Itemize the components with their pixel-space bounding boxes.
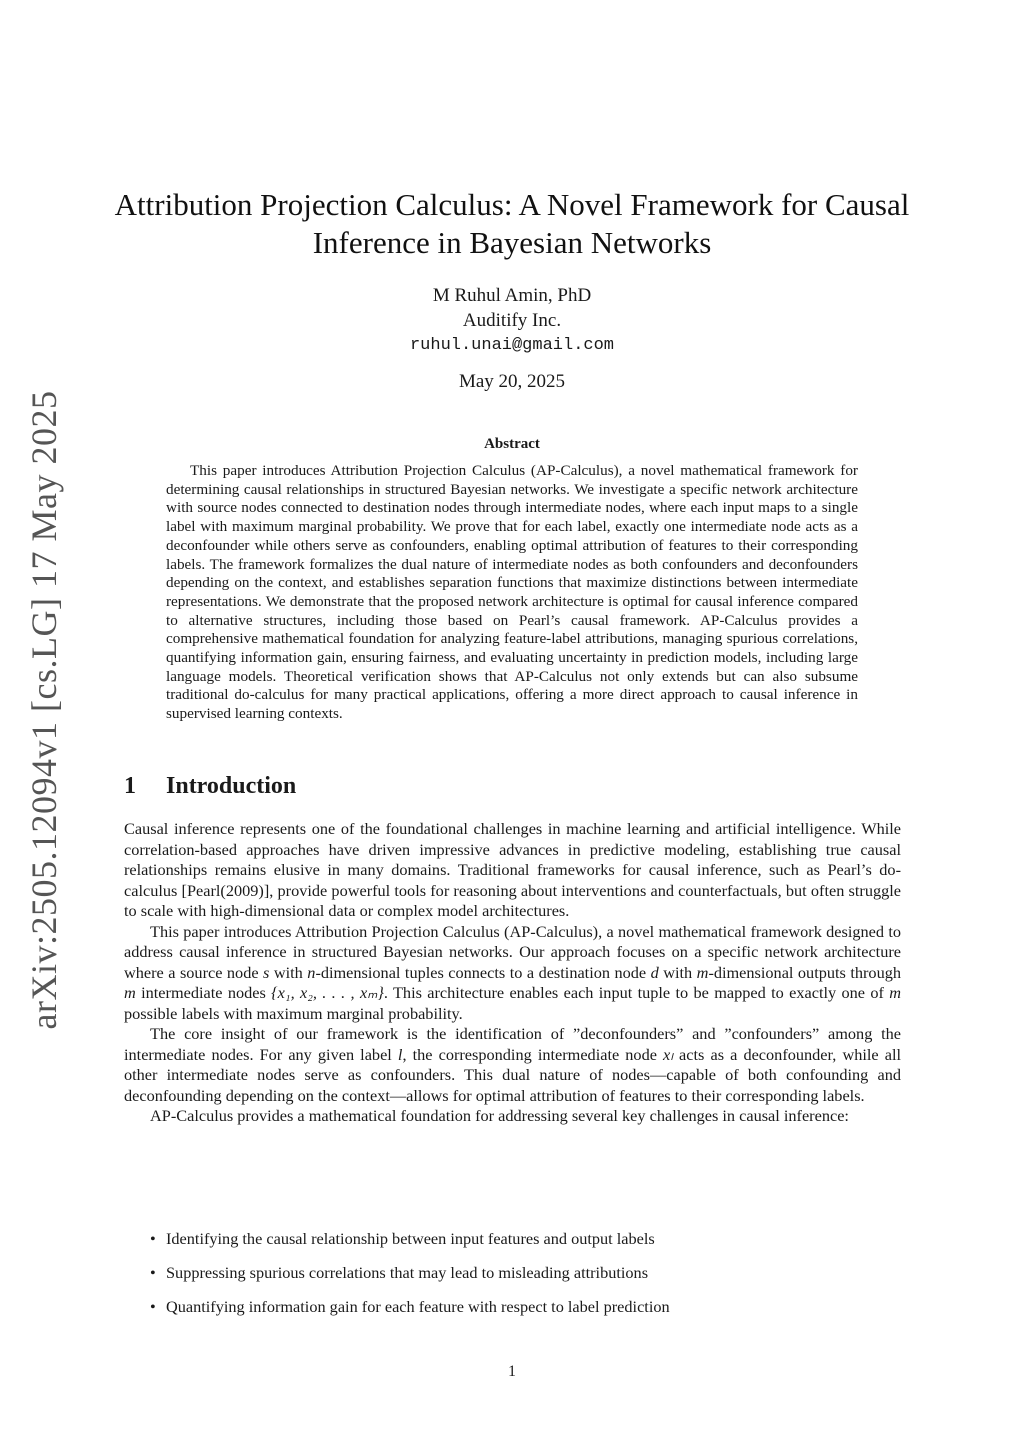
author-email: ruhul.unai@gmail.com: [409, 336, 615, 355]
paragraph: The core insight of our framework is the identification of ”deconfounders” and ”confounders” among the intermediate nodes. For any given label l, the corresponding intermediate node xₗ acts as a deconfounder, while all other intermediate nodes serve as confounders. This dual nature of nodes—capable of both confounding and deconfounding depending on the context—allows for optimal attribution of features to their corresponding labels.: [124, 1024, 901, 1105]
section-heading: [124, 773, 296, 800]
paper-date: May 20, 2025: [458, 371, 566, 392]
page-number: 1: [508, 1363, 516, 1380]
bullet-icon: •: [150, 1229, 156, 1248]
section-number: 1: [124, 773, 136, 799]
paper-title: Attribution Projection Calculus: A Novel Framework for Causal Inference in Bayesian Networks: [114, 187, 910, 260]
paragraph: This paper introduces Attribution Projection Calculus (AP-Calculus), a novel mathematical framework designed to address causal inference in structured Bayesian networks. Our approach focuses on a specific network architecture where a source node s with n-dimensional tuples connects to a destination node d with m-dimensional outputs through m intermediate nodes {x₁, x₂, . . . , xₘ}. This architecture enables each input tuple to be mapped to exactly one of m possible labels with maximum marginal probability.: [124, 921, 902, 1023]
paragraph: Causal inference represents one of the foundational challenges in machine learning and artificial intelligence. While correlation-based approaches have driven impressive advances in predictive modeling, establishing true causal relationships remains elusive in many domains. Traditional frameworks for causal inference, such as Pearl’s do-calculus [Pearl(2009)], provide powerful tools for reasoning about interventions and counterfactuals, but often struggle to scale with high-dimensional data or complex model architectures.: [124, 819, 901, 920]
arxiv-sidebar-stamp: [14, 390, 74, 1030]
bullet-icon: •: [150, 1263, 156, 1282]
list-item: • Identifying the causal relationship between input features and output labels: [150, 1229, 655, 1248]
bullet-icon: •: [150, 1297, 156, 1316]
body-text: [124, 819, 901, 1127]
list-item: • Suppressing spurious correlations that may lead to misleading attributions: [150, 1263, 649, 1282]
abstract-heading: Abstract: [484, 436, 540, 452]
author-affiliation: Auditify Inc.: [462, 310, 562, 331]
author-name: M Ruhul Amin, PhD: [432, 285, 592, 306]
arxiv-identifier: arXiv:2505.12094v1 [cs.LG] 17 May 2025: [24, 390, 64, 1030]
bullet-list: [148, 1229, 908, 1331]
paragraph: AP-Calculus provides a mathematical foundation for addressing several key challenges in causal inference:: [150, 1106, 849, 1125]
section-title: Introduction: [166, 773, 297, 799]
author-block: [312, 283, 712, 358]
list-item: • Quantifying information gain for each feature with respect to label prediction: [150, 1297, 670, 1316]
abstract-text: This paper introduces Attribution Projection Calculus (AP-Calculus), a novel mathematical framework for determining causal relationships in structured Bayesian networks. We investigate a specific network architecture with source nodes connected to destination nodes through intermediate nodes, where each input maps to a single label with maximum marginal probability. We prove that for each label, exactly one intermediate node acts as a deconfounder while others serve as confounders, enabling optimal attribution of features to their corresponding labels. The framework formalizes the dual nature of intermediate nodes as both confounders and deconfounders depending on the context, and establishes separation functions that maximize distinctions between intermediate representations. We demonstrate that the proposed network architecture is optimal for causal inference compared to alternative structures, including those based on Pearl’s causal framework. AP-Calculus provides a comprehensive mathematical foundation for analyzing feature-label attributions, managing spurious correlations, quantifying information gain, ensuring fairness, and evaluating uncertainty in prediction models, including large language models. Theoretical verification shows that AP-Calculus not only extends but can also subsume traditional do-calculus for many practical applications, offering a more direct approach to causal inference in supervised learning contexts.: [166, 462, 858, 723]
